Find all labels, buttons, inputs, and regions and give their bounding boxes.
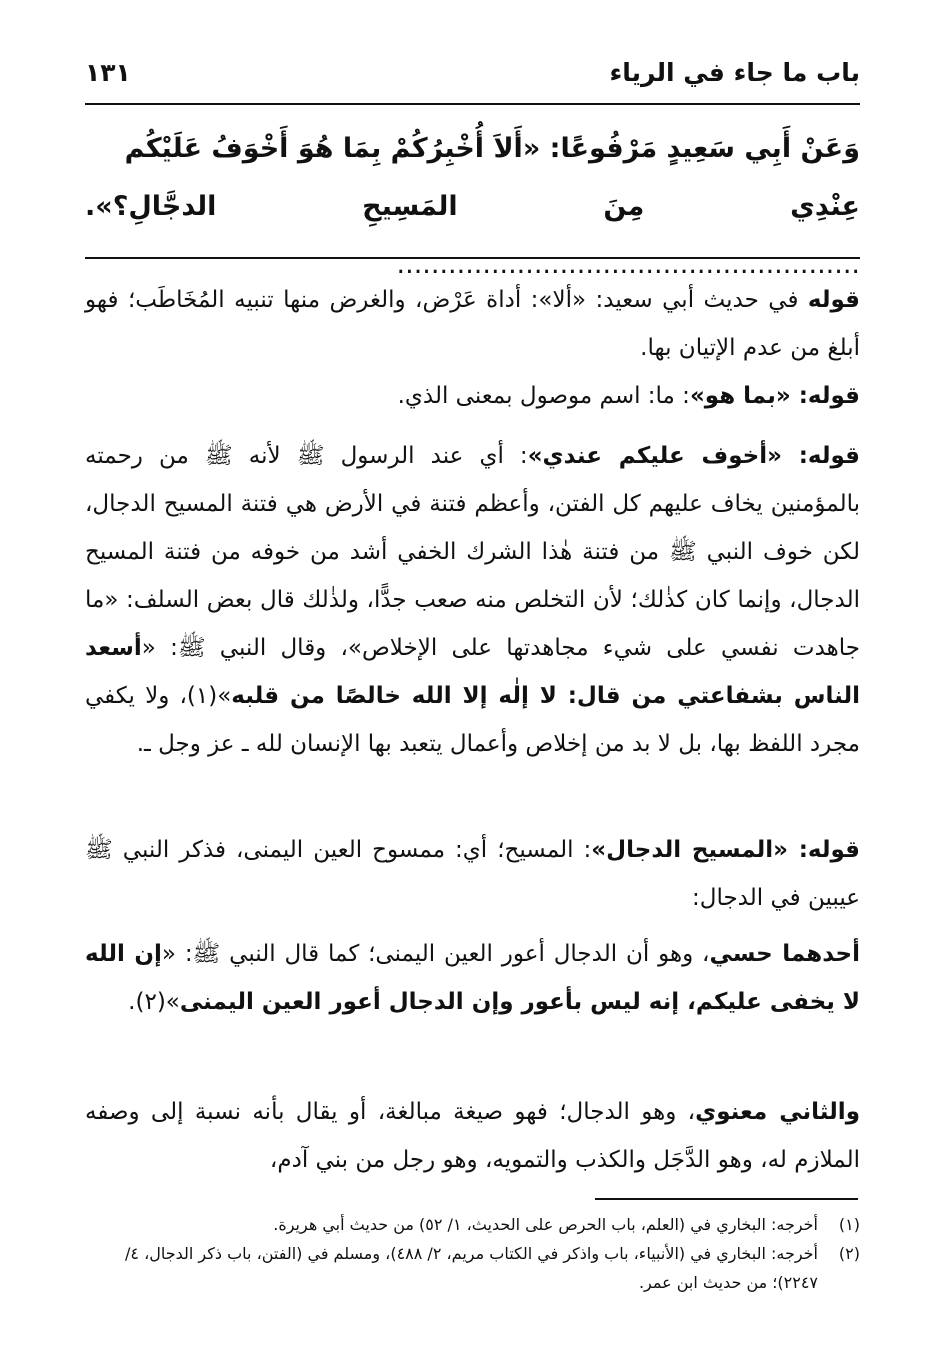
footnote-rule xyxy=(595,1198,858,1200)
commentary-para-1 xyxy=(85,276,860,372)
commentary-para-4 xyxy=(85,826,860,922)
running-head xyxy=(85,50,860,94)
hadith-line-2-text: عِنْدِي مِنَ المَسِيحِ الدجَّالِ؟». xyxy=(85,191,860,222)
hadith-rule xyxy=(85,257,860,259)
para-1-text: في حديث أبي سعيد: «ألا»: أداة عَرْض، والغرض منها تنبيه المُخَاطَب؛ فهو أبلغ من عدم الإتيان بها. xyxy=(85,287,860,361)
commentary-para-3 xyxy=(85,432,860,768)
para-5-text-a: ، وهو أن الدجال أعور العين اليمنى؛ كما قال النبي ﷺ: « xyxy=(161,941,710,967)
footnote-2-text: أخرجه: البخاري في (الأنبياء، باب واذكر في الكتاب مريم، ٢/ ٤٨٨)، ومسلم في (الفتن، باب ذكر الدجال، ٤/ ٢٢٤٧)؛ من حديث ابن عمر. xyxy=(125,1244,818,1292)
para-5-keyword: أحدهما حسي xyxy=(709,941,860,967)
para-2-keyword: قوله: «بما هو» xyxy=(689,383,860,409)
para-3-quote: أسعد الناس بشفاعتي من قال: لا إلٰه إلا الله خالصًا من قلبه xyxy=(85,635,861,709)
commentary-para-6 xyxy=(85,1088,860,1184)
footnote-1-number: (١) xyxy=(838,1215,860,1234)
para-5-text-b: »(٢). xyxy=(128,989,180,1015)
commentary-para-5 xyxy=(85,930,860,1026)
header-rule xyxy=(85,103,860,105)
para-3-text-a: : أي عند الرسول ﷺ لأنه ﷺ من رحمته بالمؤمنين يخاف عليهم كل الفتن، وأعظم فتنة في الأرض هي فتنة المسيح الدجال، لكن خوف النبي ﷺ من فتنة هٰذا الشرك الخفي أشد من خوفه من فتنة المسيح الدجال، وإنما كان كذٰلك؛ لأن التخلص منه صعب جدًّا، ولذٰلك قال بعض السلف: «ما جاهدت نفسي على شيء مجاهدتها على الإخلاص»، وقال النبي ﷺ: « xyxy=(85,443,860,661)
hadith-text xyxy=(85,120,860,294)
chapter-title: باب ما جاء في الرياء xyxy=(609,57,860,87)
footnotes xyxy=(85,1210,860,1297)
para-4-keyword: قوله: «المسيح الدجال» xyxy=(591,837,860,863)
footnote-1-text: أخرجه: البخاري في (العلم، باب الحرص على الحديث، ١/ ٥٢) من حديث أبي هريرة. xyxy=(273,1215,818,1234)
hadith-line-1: وَعَنْ أَبِي سَعِيدٍ مَرْفُوعًا: «أَلاَ أُخْبِرُكُمْ بِمَا هُوَ أَخْوَفُ عَلَيْكُم xyxy=(124,133,860,164)
para-3-text-b: »(١)، ولا يكفي مجرد اللفظ بها، بل لا بد من إخلاص وأعمال يتعبد بها الإنسان لله ـ عز وجل ـ. xyxy=(85,683,860,757)
footnote-1 xyxy=(85,1210,860,1239)
hadith-leader-dots: ...................................................... xyxy=(396,249,860,280)
commentary-para-2 xyxy=(85,372,860,420)
para-6-text: ، وهو الدجال؛ فهو صيغة مبالغة، أو يقال بأنه نسبة إلى وصفه الملازم له، وهو الدَّجَل والكذب والتمويه، وهو رجل من بني آدم، xyxy=(85,1099,860,1173)
para-4-text: : المسيح؛ أي: ممسوح العين اليمنى، فذكر النبي ﷺ عيبين في الدجال: xyxy=(85,837,860,911)
para-3-keyword: قوله: «أخوف عليكم عندي» xyxy=(527,443,860,469)
footnote-2-number: (٢) xyxy=(838,1244,860,1263)
para-5-quote: إن الله لا يخفى عليكم، إنه ليس بأعور وإن الدجال أعور العين اليمنى xyxy=(85,941,860,1015)
para-2-text: : ما: اسم موصول بمعنى الذي. xyxy=(397,383,690,409)
footnote-2 xyxy=(85,1239,860,1297)
page-number: ١٣١ xyxy=(85,57,131,87)
para-1-keyword: قوله xyxy=(807,287,860,313)
para-6-keyword: والثاني معنوي xyxy=(695,1099,860,1125)
